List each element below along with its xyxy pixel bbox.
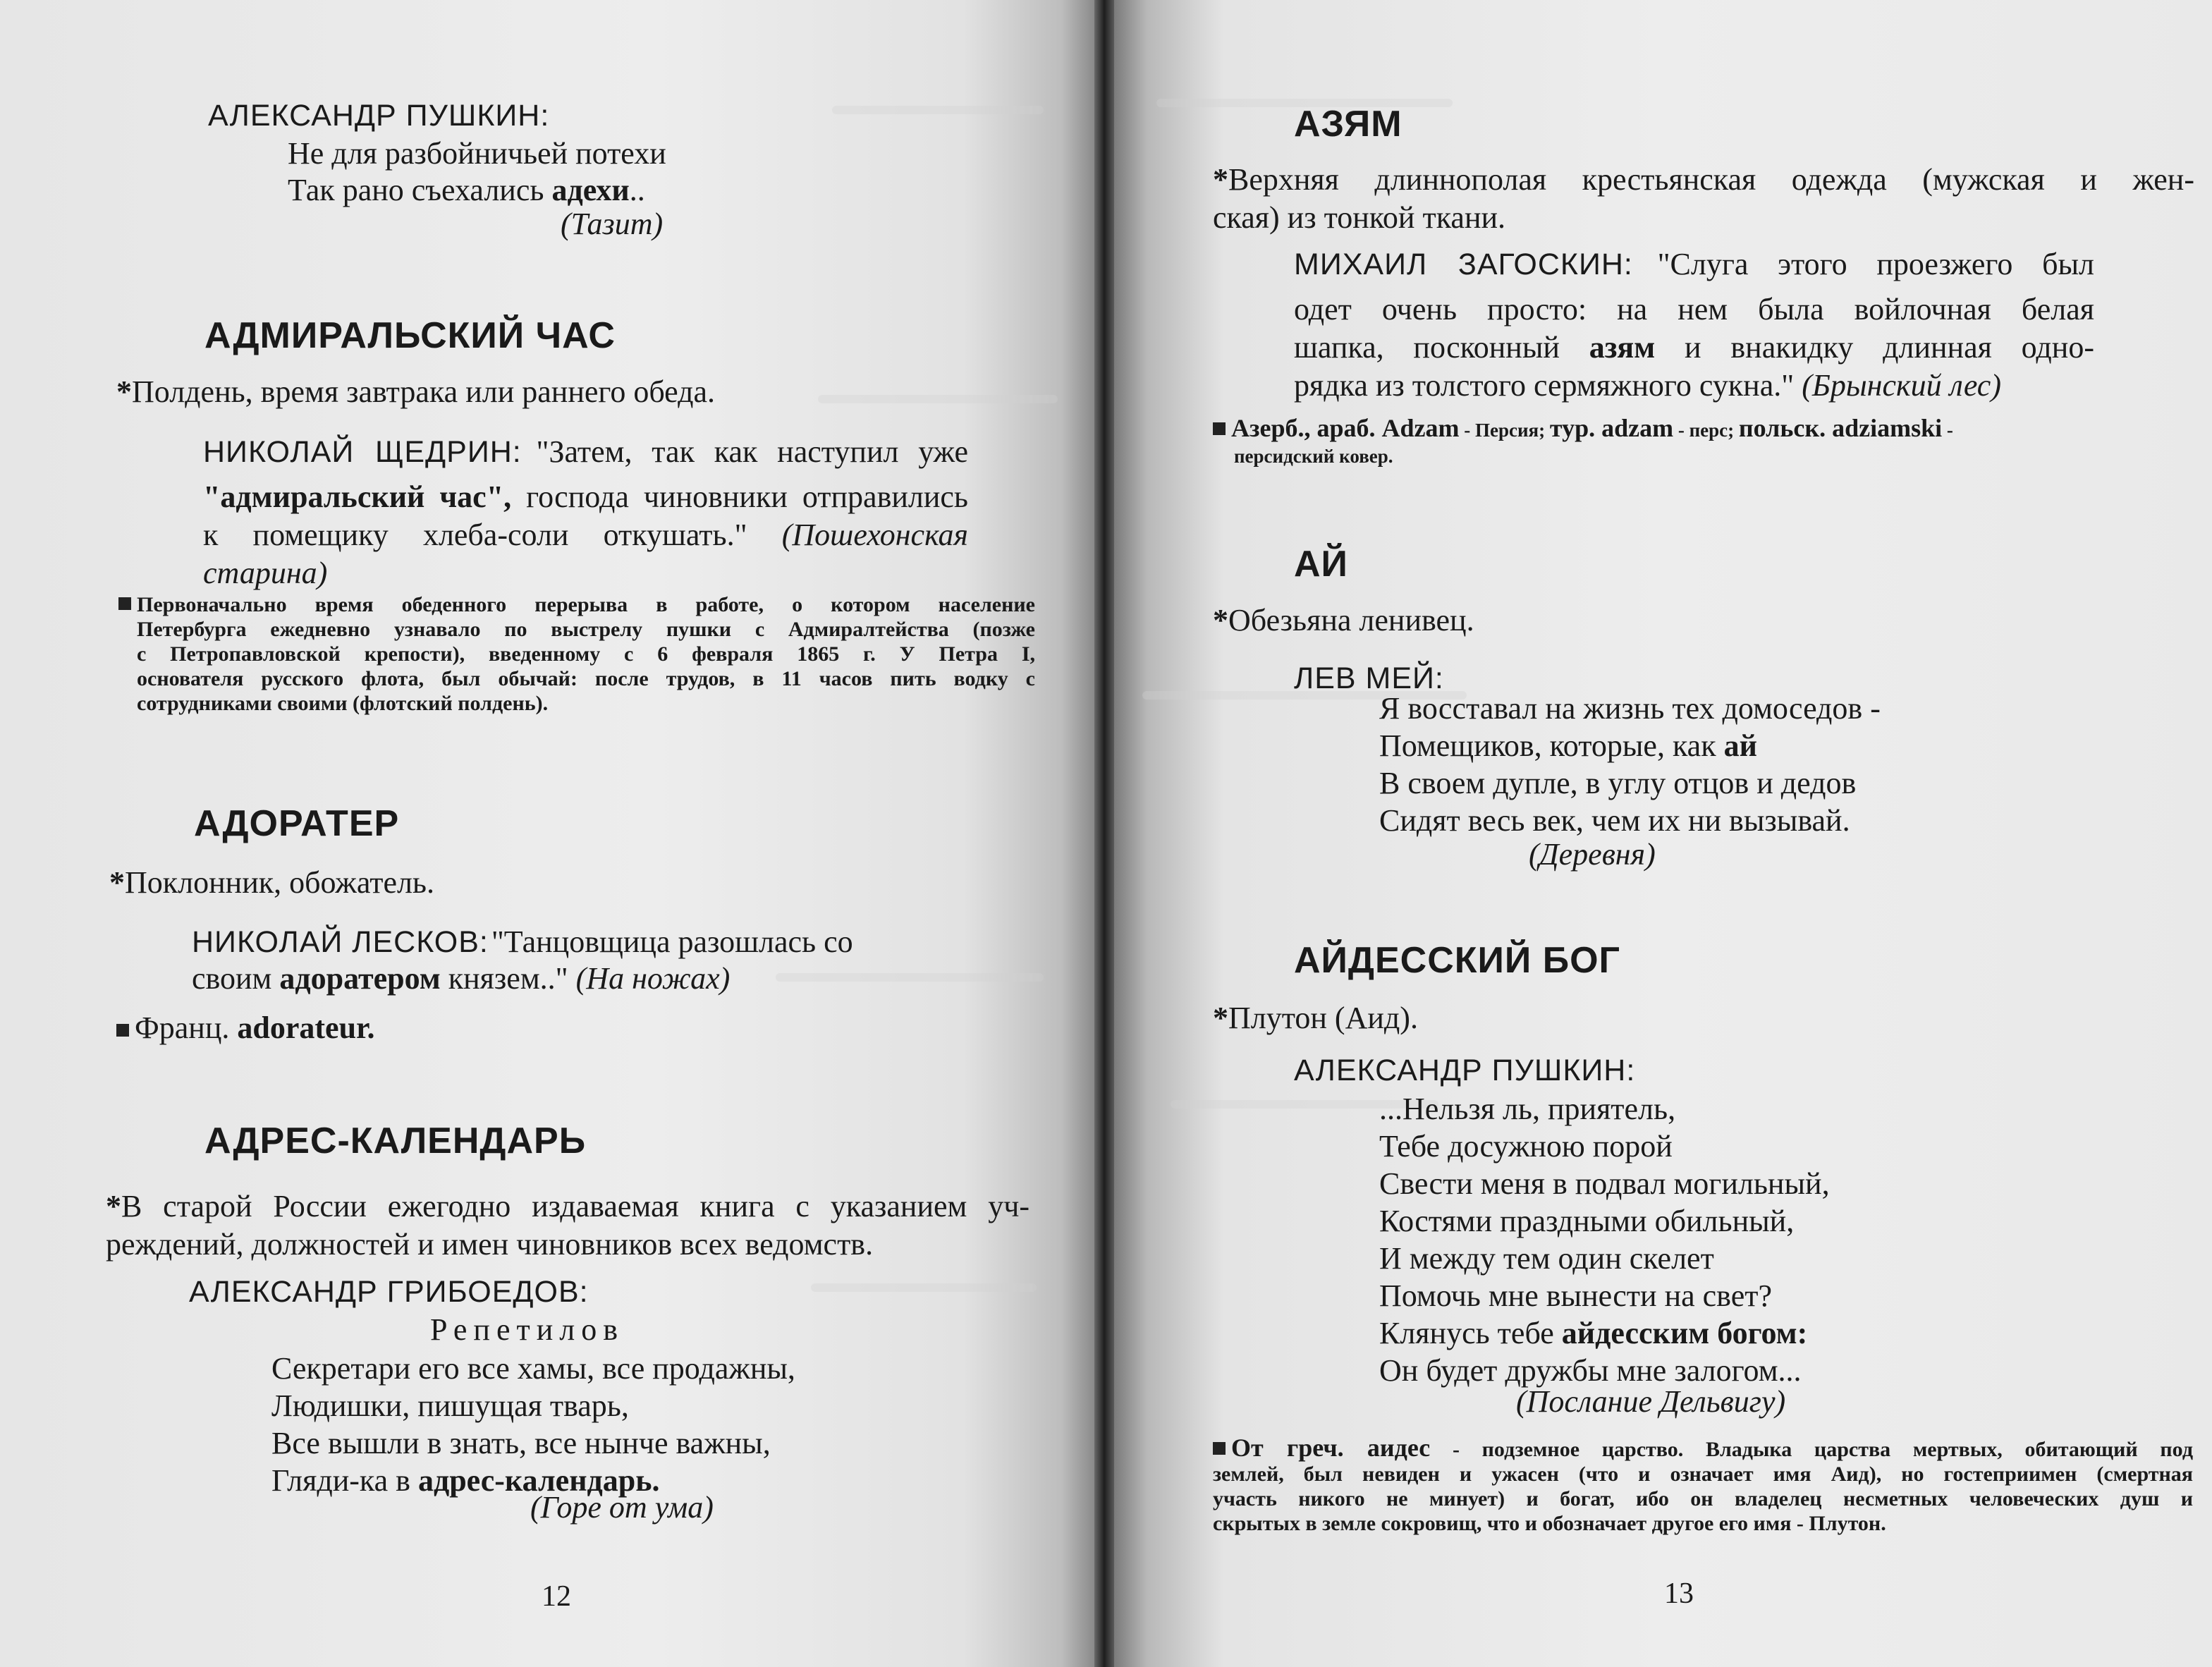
quote-author: ЛЕВ МЕЙ: bbox=[1294, 661, 1444, 695]
quote-source: (Деревня) bbox=[1529, 837, 1656, 872]
entry-definition: *Верхняя длиннополая крестьянская одежда (мужская и жен- ская) из тонкой ткани. bbox=[1213, 162, 2194, 235]
entry-definition: *Плутон (Аид). bbox=[1213, 1001, 1418, 1035]
page-right bbox=[1114, 0, 2212, 1667]
verse: ...Нельзя ль, приятель, Тебе досужною порой Свести меня в подвал могильный, Костями праздными обильный, И между тем один скелет Помочь мне вынести на свет? Клянусь тебе айдесским богом: Он будет дружбы мне залогом... bbox=[1379, 1092, 1830, 1388]
entry-heading: АЗЯМ bbox=[1294, 104, 1403, 145]
entry-definition: *Обезьяна ленивец. bbox=[1213, 603, 1474, 637]
entry-quote: своим адоратером князем.." (На ножах) bbox=[192, 961, 731, 996]
page-left bbox=[0, 0, 1094, 1667]
entry-etymology: Франц. adorateur. bbox=[116, 1010, 375, 1046]
quote-source: (Горе от ума) bbox=[530, 1490, 714, 1525]
note-square-icon bbox=[1213, 1442, 1226, 1455]
entry-heading: АЙДЕССКИЙ БОГ bbox=[1294, 940, 1620, 981]
quote-author: АЛЕКСАНДР ГРИБОЕДОВ: bbox=[189, 1275, 589, 1309]
verse: Секретари его все хамы, все продажны, Людишки, пишущая тварь, Все вышли в знать, все нынче важны, Гляди-ка в адрес-календарь. bbox=[271, 1351, 795, 1498]
entry-heading: АДРЕС-КАЛЕНДАРЬ bbox=[204, 1121, 587, 1161]
entry-definition: *В старой России ежегодно издаваемая книга с указанием уч- реждений, должностей и имен чиновников всех ведомств. bbox=[106, 1189, 1029, 1262]
entry-note: От греч. аидес - подземное царство. Владыка царства мертвых, обитающий под землей, был невиден и ужасен (что и означает имя Аид), но гостеприимен (смертная участь никого не минует) и богат, ибо он владелец несметных человеческих душ и скрытых в земле сокровищ, что и обозначает другое его имя - Плутон. bbox=[1213, 1434, 2193, 1535]
page-number: 12 bbox=[542, 1580, 571, 1613]
quote-author: АЛЕКСАНДР ПУШКИН: bbox=[1294, 1054, 1636, 1087]
entry-etymology: персидский ковер. bbox=[1234, 446, 1393, 467]
entry-etymology: Азерб., араб. Adzam - Персия; тур. adzam - перс; польск. adziamski - bbox=[1213, 413, 1953, 443]
page-number: 13 bbox=[1664, 1577, 1694, 1610]
note-square-icon bbox=[116, 1024, 129, 1037]
verse-line: Не для разбойничьей потехи bbox=[288, 136, 666, 171]
quote-source: (Послание Дельвигу) bbox=[1516, 1384, 1786, 1419]
entry-heading: АДМИРАЛЬСКИЙ ЧАС bbox=[204, 315, 616, 356]
entry-definition: *Поклонник, обожатель. bbox=[109, 865, 434, 900]
entry-quote: НИКОЛАЙ ЩЕДРИН: "Затем, так как наступил уже "адмиральский час", господа чиновники отправились к помещику хлеба-соли откушать." (Пошехонская старина) bbox=[203, 434, 969, 590]
character-name: Репетилов bbox=[430, 1312, 625, 1347]
entry-quote: МИХАИЛ ЗАГОСКИН: "Слуга этого проезжего был одет очень просто: на нем была войлочная белая шапка, посконный азям и внакидку длинная одно- рядка из толстого сермяжного сукна." (Брынский лес) bbox=[1294, 247, 2094, 403]
quote-author: АЛЕКСАНДР ПУШКИН: bbox=[208, 99, 550, 133]
entry-note: Первоначально время обеденного перерыва в работе, о котором население Петербурга ежедневно узнавало по выстрелу пушки с Адмиралтейства (позже с Петропавловской крепости), введенному с 6 февраля 1865 г. У Петра I, основателя русского флота, был обычай: после трудов, в 11 часов пить водку с сотрудниками своими (флотский полдень). bbox=[118, 592, 1035, 716]
note-square-icon bbox=[118, 597, 131, 610]
verse: Я восставал на жизнь тех домоседов - Помещиков, которые, как ай В своем дупле, в углу отцов и дедов Сидят весь век, чем их ни вызывай. bbox=[1379, 691, 1881, 838]
verse-line: Так рано съехались адехи.. bbox=[288, 173, 645, 207]
book-gutter bbox=[1094, 0, 1114, 1667]
quote-source: (Тазит) bbox=[561, 207, 664, 241]
entry-heading: АДОРАТЕР bbox=[194, 803, 400, 844]
entry-quote: НИКОЛАЙ ЛЕСКОВ: "Танцовщица разошлась со bbox=[192, 924, 853, 959]
note-square-icon bbox=[1213, 422, 1226, 435]
entry-heading: АЙ bbox=[1294, 544, 1348, 585]
entry-definition: *Полдень, время завтрака или раннего обеда. bbox=[116, 374, 716, 409]
